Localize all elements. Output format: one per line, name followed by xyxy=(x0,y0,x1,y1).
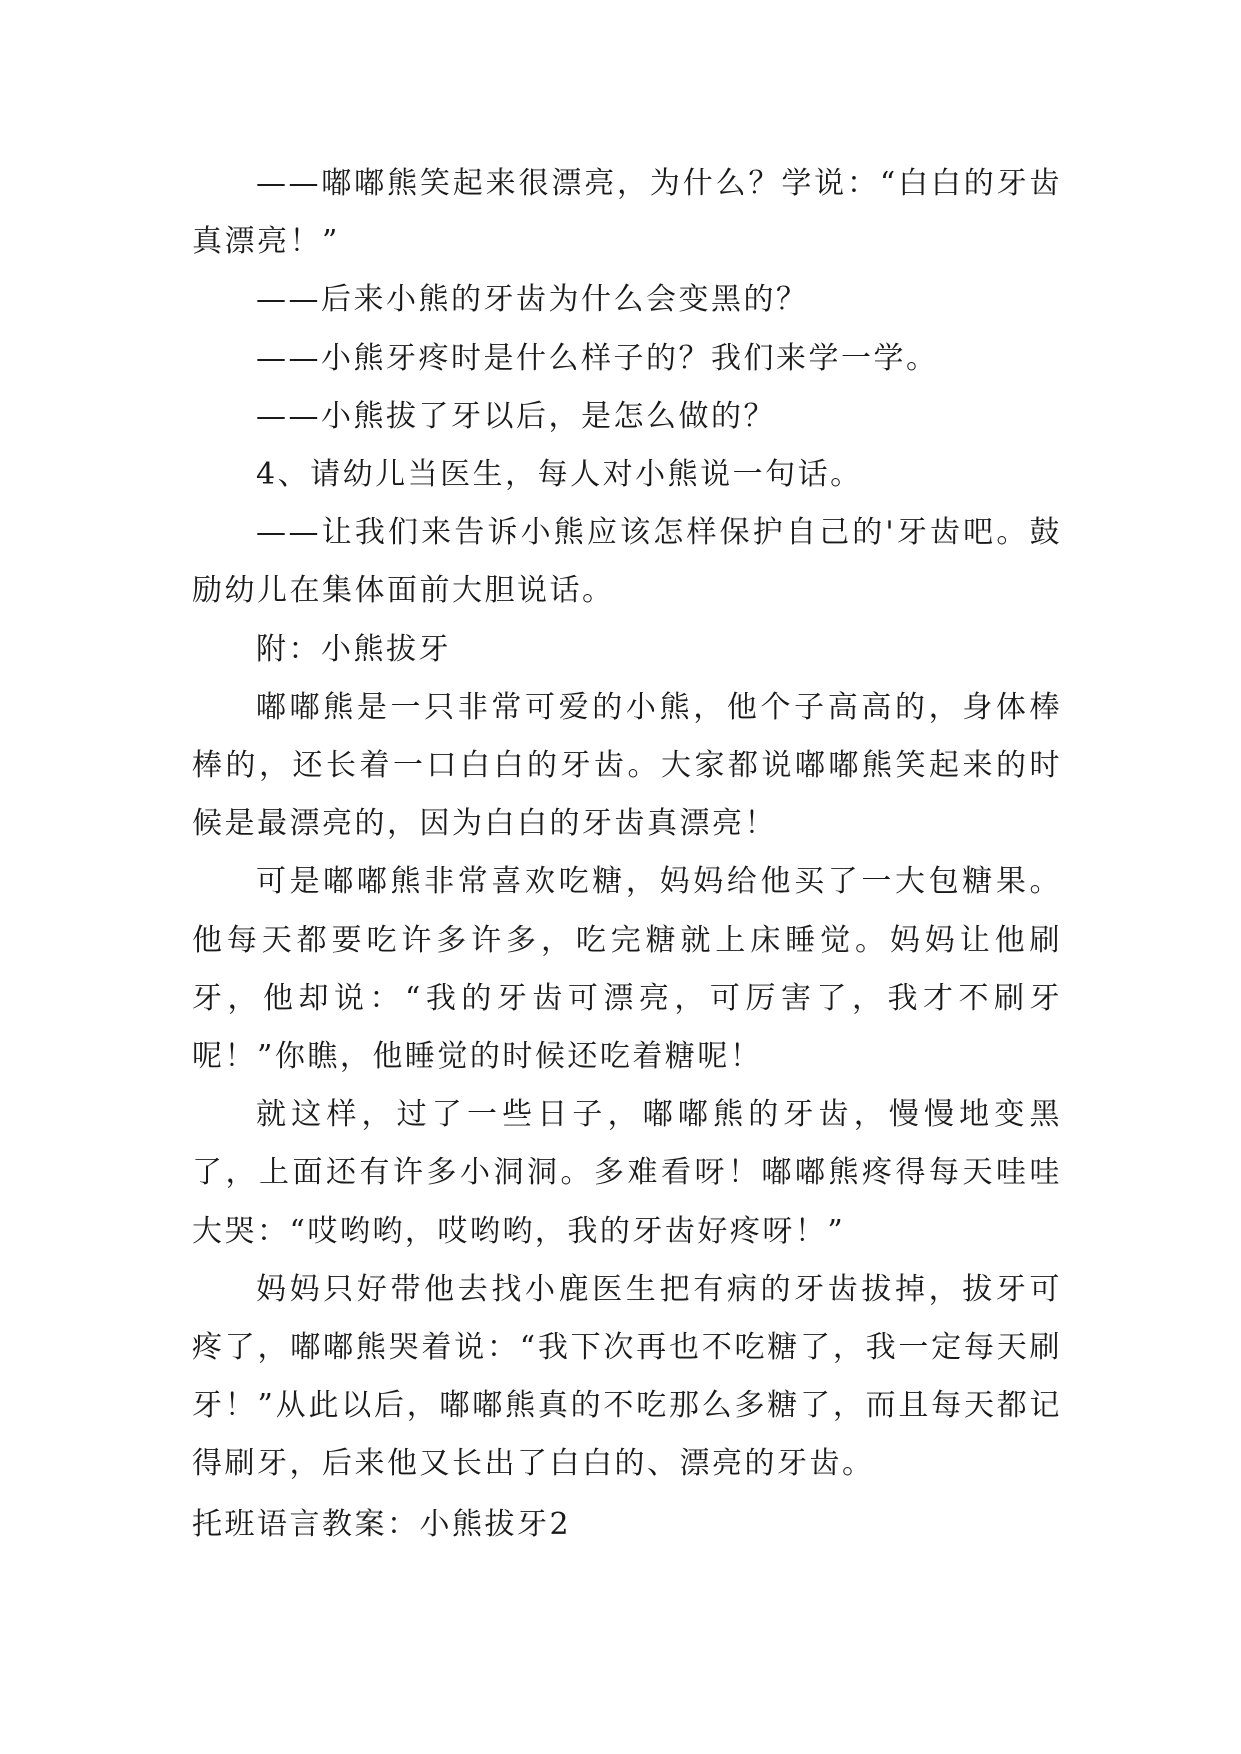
question-paragraph: ——小熊拔了牙以后，是怎么做的？ xyxy=(256,398,776,434)
section-title: 托班语言教案：小熊拔牙2 xyxy=(192,1506,572,1542)
story-paragraph: 嘟嘟熊是一只非常可爱的小熊，他个子高高的，身体棒棒的，还长着一口白白的牙齿。大家都说嘟嘟熊笑起来的时候是最漂亮的，因为白白的牙齿真漂亮！ xyxy=(192,689,1062,842)
story-paragraph: 就这样，过了一些日子，嘟嘟熊的牙齿，慢慢地变黑了，上面还有许多小洞洞。多难看呀！嘟嘟熊疼得每天哇哇大哭：“哎哟哟，哎哟哟，我的牙齿好疼呀！” xyxy=(192,1097,1062,1249)
story-paragraph: 妈妈只好带他去找小鹿医生把有病的牙齿拔掉，拔牙可疼了，嘟嘟熊哭着说：“我下次再也不吃糖了，我一定每天刷牙！”从此以后，嘟嘟熊真的不吃那么多糖了，而且每天都记得刷牙，后来他又长出了白白的、漂亮的牙齿。 xyxy=(192,1271,1062,1482)
question-paragraph: ——小熊牙疼时是什么样子的？我们来学一学。 xyxy=(256,340,939,376)
document-body xyxy=(192,155,1062,1554)
question-paragraph: ——让我们来告诉小熊应该怎样保护自己的'牙齿吧。鼓励幼儿在集体面前大胆说话。 xyxy=(192,515,1062,609)
question-paragraph: ——后来小熊的牙齿为什么会变黑的？ xyxy=(256,282,809,318)
story-paragraph: 可是嘟嘟熊非常喜欢吃糖，妈妈给他买了一大包糖果。他每天都要吃许多许多，吃完糖就上床睡觉。妈妈让他刷牙，他却说：“我的牙齿可漂亮，可厉害了，我才不刷牙呢！”你瞧，他睡觉的时候还吃着糖呢！ xyxy=(192,864,1062,1075)
step-paragraph: 4、请幼儿当医生，每人对小熊说一句话。 xyxy=(256,457,863,493)
appendix-heading: 附：小熊拔牙 xyxy=(256,631,451,667)
question-paragraph: ——嘟嘟熊笑起来很漂亮，为什么？学说：“白白的牙齿真漂亮！” xyxy=(192,166,1062,260)
